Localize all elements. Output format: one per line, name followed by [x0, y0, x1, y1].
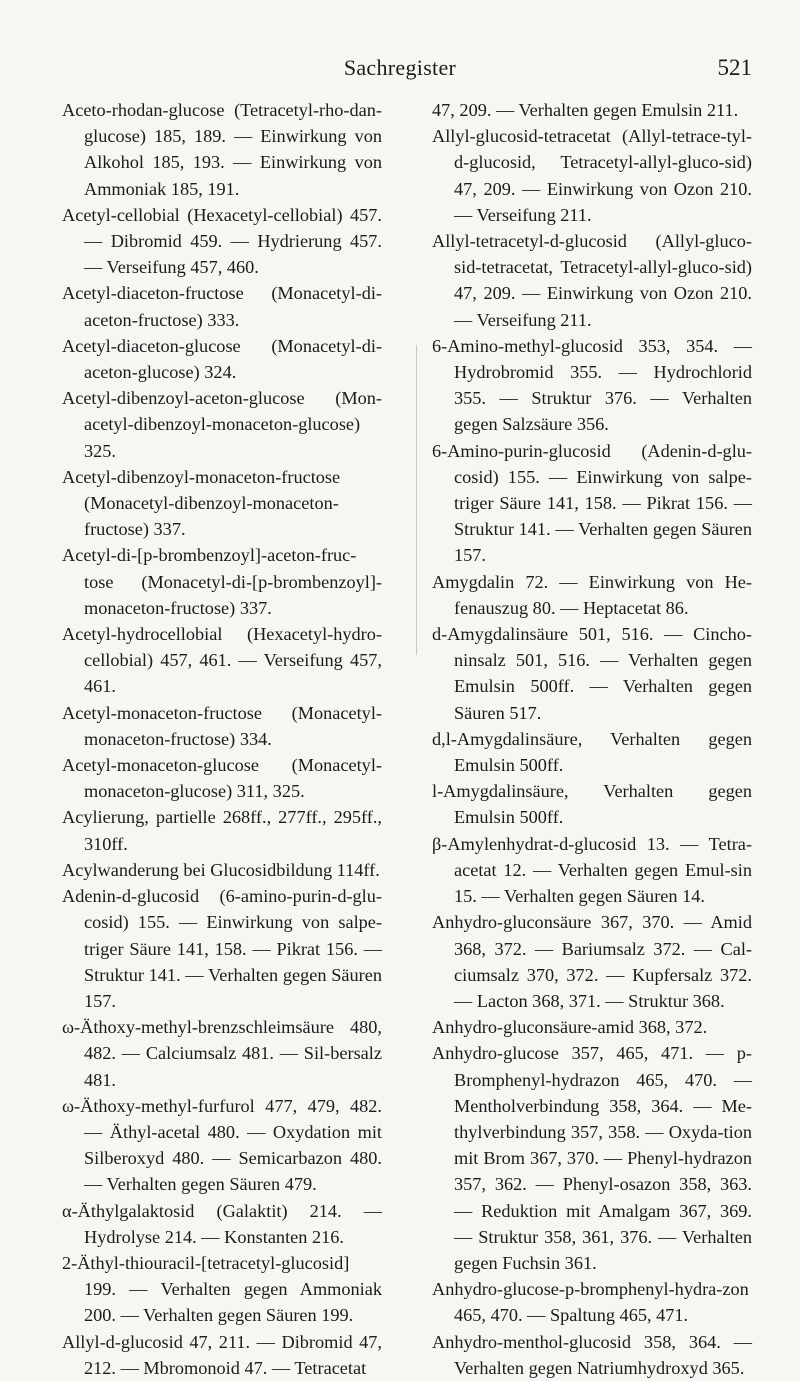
index-entry: ω-Äthoxy-methyl-furfurol 477, 479, 482. — Äthyl-acetal 480. — Oxydation mit Silberoxyd 480. — Semicarbazon 480. — Verhalten gegen Säuren 479.: [62, 1095, 382, 1195]
index-column-right: [432, 97, 752, 1381]
index-entry: Acetyl-dibenzoyl-aceton-glucose (Mon-acetyl-dibenzoyl-monaceton-glucose) 325.: [62, 388, 382, 461]
index-entry: Acetyl-di-[p-brombenzoyl]-aceton-fruc-tose (Monacetyl-di-[p-brombenzoyl]-monaceton-fructose) 337.: [62, 545, 382, 618]
index-entry: Amygdalin 72. — Einwirkung von He-fenauszug 80. — Heptacetat 86.: [432, 571, 752, 618]
index-entry: l-Amygdalinsäure, Verhalten gegen Emulsin 500ff.: [432, 781, 752, 828]
index-entry: Acetyl-diaceton-glucose (Monacetyl-di-aceton-glucose) 324.: [62, 335, 382, 383]
index-entry: Adenin-d-glucosid (6-amino-purin-d-glu-cosid) 155. — Einwirkung von salpe-triger Säure 141, 158. — Pikrat 156. — Struktur 141. — Verhalten gegen Säuren 157.: [62, 886, 382, 1011]
index-entry: Aceto-rhodan-glucose (Tetracetyl-rho-dan-glucose) 185, 189. — Einwirkung von Alkohol 185, 193. — Einwirkung von Ammoniak 185, 191.: [62, 100, 382, 199]
index-entry: Acetyl-monaceton-fructose (Monacetyl-monaceton-fructose) 334.: [62, 702, 382, 749]
index-column-left: [62, 97, 382, 1381]
column-divider: [416, 345, 417, 655]
index-entry: Acylierung, partielle 268ff., 277ff., 295ff., 310ff.: [62, 807, 382, 854]
index-entry: α-Äthylgalaktosid (Galaktit) 214. — Hydrolyse 214. — Konstanten 216.: [62, 1200, 382, 1247]
index-entry: Acylwanderung bei Glucosidbildung 114ff.: [62, 859, 380, 880]
index-entry: Anhydro-menthol-glucosid 358, 364. — Verhalten gegen Natriumhydroxyd 365.: [432, 1331, 752, 1378]
page-number: 521: [717, 55, 752, 80]
page-header-title: Sachregister: [343, 55, 457, 80]
index-entry: 47, 209. — Verhalten gegen Emulsin 211.: [432, 100, 739, 120]
index-entry: Anhydro-gluconsäure 367, 370. — Amid 368, 372. — Bariumsalz 372. — Cal-ciumsalz 370, 372. — Kupfersalz 372. — Lacton 368, 371. — Struktur 368.: [432, 912, 752, 1011]
index-entry: d-Amygdalinsäure 501, 516. — Cincho-ninsalz 501, 516. — Verhalten gegen Emulsin 500ff. — Verhalten gegen Säuren 517.: [432, 624, 752, 723]
index-entry: Acetyl-hydrocellobial (Hexacetyl-hydro-cellobial) 457, 461. — Verseifung 457, 461.: [62, 624, 382, 697]
index-entry: Acetyl-cellobial (Hexacetyl-cellobial) 457. — Dibromid 459. — Hydrierung 457. — Verseifung 457, 460.: [62, 204, 382, 278]
index-entry: d,l-Amygdalinsäure, Verhalten gegen Emulsin 500ff.: [432, 728, 752, 776]
index-entry: ω-Äthoxy-methyl-brenzschleimsäure 480, 482. — Calciumsalz 481. — Sil-bersalz 481.: [62, 1017, 382, 1090]
index-entry: Allyl-tetracetyl-d-glucosid (Allyl-gluco-sid-tetracetat, Tetracetyl-allyl-gluco-sid) 47, 209. — Einwirkung von Ozon 210. — Verseifung 211.: [432, 231, 752, 330]
index-entry: 2-Äthyl-thiouracil-[tetracetyl-glucosid] 199. — Verhalten gegen Ammoniak 200. — Verhalten gegen Säuren 199.: [62, 1252, 382, 1326]
index-entry: Allyl-glucosid-tetracetat (Allyl-tetrace-tyl-d-glucosid, Tetracetyl-allyl-gluco-sid) 47, 209. — Einwirkung von Ozon 210. — Verseifung 211.: [432, 126, 752, 225]
index-entry: Acetyl-monaceton-glucose (Monacetyl-monaceton-glucose) 311, 325.: [62, 755, 382, 802]
index-entry: 6-Amino-purin-glucosid (Adenin-d-glu-cosid) 155. — Einwirkung von salpe-triger Säure 141, 158. — Pikrat 156. — Struktur 141. — Verhalten gegen Säuren 157.: [432, 440, 752, 566]
index-entry: Acetyl-dibenzoyl-monaceton-fructose (Monacetyl-dibenzoyl-monaceton-fructose) 337.: [62, 466, 341, 540]
index-entry: 6-Amino-methyl-glucosid 353, 354. — Hydrobromid 355. — Hydrochlorid 355. — Struktur 376. — Verhalten gegen Salzsäure 356.: [432, 335, 752, 435]
index-entry: Acetyl-diaceton-fructose (Monacetyl-di-aceton-fructose) 333.: [62, 283, 382, 330]
index-entry: Anhydro-gluconsäure-amid 368, 372.: [432, 1017, 708, 1038]
index-entry: Anhydro-glucose 357, 465, 471. — p-Bromphenyl-hydrazon 465, 470. — Mentholverbindung 358, 364. — Me-thylverbindung 357, 358. — Oxyda-tion mit Brom 367, 370. — Phenyl-hydrazon 357, 362. — Phenyl-osazon 358, 363. — Reduktion mit Amalgam 367, 369. — Struktur 358, 361, 376. — Verhalten gegen Fuchsin 361.: [432, 1043, 752, 1273]
index-entry: β-Amylenhydrat-d-glucosid 13. — Tetra-acetat 12. — Verhalten gegen Emul-sin 15. — Verhalten gegen Säuren 14.: [432, 833, 752, 907]
index-entry: Allyl-d-glucosid 47, 211. — Dibromid 47, 212. — Mbromonoid 47. — Tetracetat: [62, 1331, 382, 1378]
index-entry: Anhydro-glucose-p-bromphenyl-hydra-zon 465, 470. — Spaltung 465, 471.: [432, 1279, 749, 1326]
